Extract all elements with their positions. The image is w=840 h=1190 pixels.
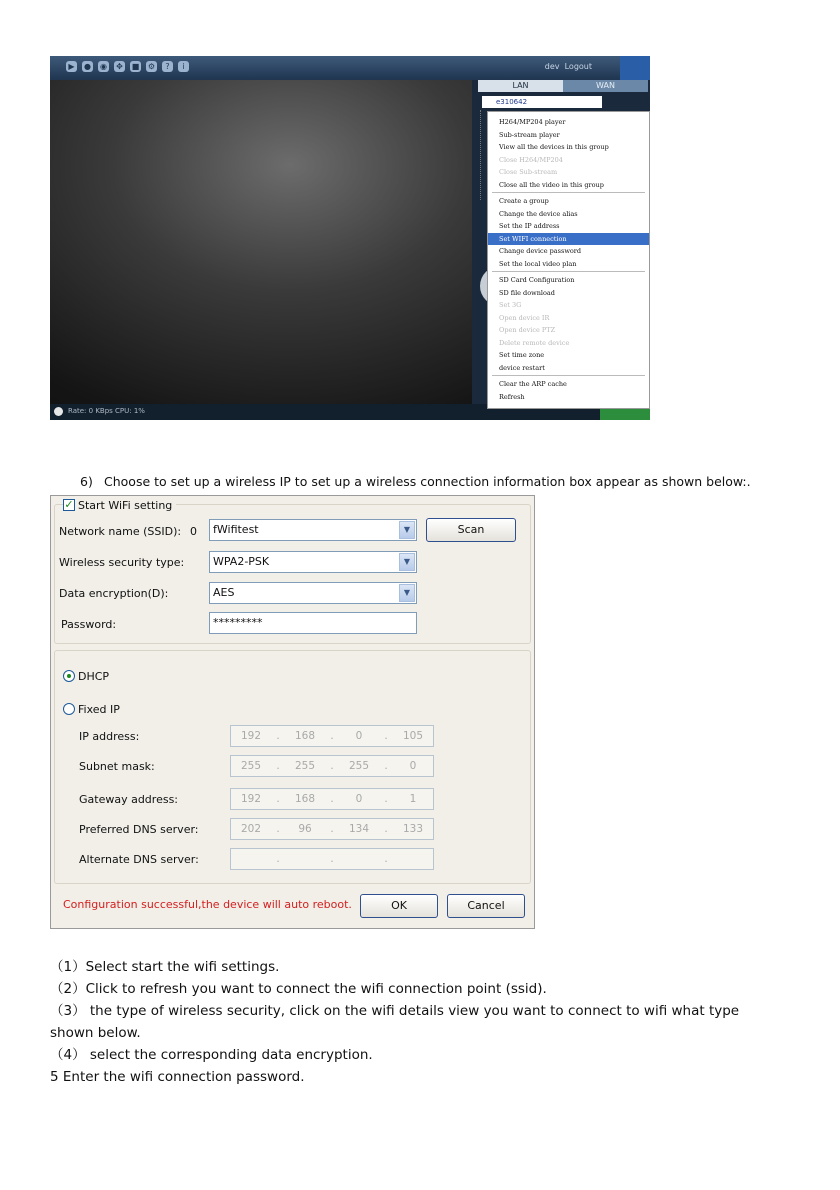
menu-item: Open device PTZ bbox=[499, 326, 556, 334]
play-icon[interactable]: ▶ bbox=[66, 61, 77, 72]
menu-item[interactable]: Set time zone bbox=[499, 351, 545, 359]
step-number: 6) bbox=[80, 474, 93, 489]
ip-octet[interactable]: 168 bbox=[294, 793, 316, 805]
device-tree-item[interactable]: e310642 bbox=[482, 96, 602, 108]
status-text: Rate: 0 KBps CPU: 1% bbox=[68, 407, 145, 415]
toolbar-icons bbox=[66, 61, 189, 72]
ip-dot: . bbox=[276, 730, 280, 742]
settings-icon[interactable]: ⚙ bbox=[147, 62, 156, 71]
tab-lan[interactable]: LAN bbox=[478, 80, 563, 92]
ip-octet[interactable]: 255 bbox=[294, 760, 316, 772]
fixed-ip-label: Fixed IP bbox=[78, 702, 120, 716]
ip-dot: . bbox=[384, 853, 388, 865]
ip-octet[interactable]: 105 bbox=[402, 730, 424, 742]
info-icon[interactable]: i bbox=[178, 61, 189, 72]
ip-octet[interactable]: 255 bbox=[348, 760, 370, 772]
start-wifi-row[interactable] bbox=[63, 497, 176, 513]
ip-octet[interactable]: 96 bbox=[298, 823, 312, 835]
ip-address-input[interactable] bbox=[230, 818, 434, 840]
tab-wan[interactable]: WAN bbox=[563, 80, 648, 92]
ip-octet[interactable]: 0 bbox=[355, 793, 363, 805]
logout-link[interactable]: Logout bbox=[564, 62, 592, 71]
instruction-list bbox=[50, 956, 780, 1088]
security-select[interactable] bbox=[209, 551, 417, 573]
menu-item[interactable]: Clear the ARP cache bbox=[499, 380, 567, 388]
instruction-4: （4） select the corresponding data encryption. bbox=[50, 1047, 373, 1063]
ip-dot: . bbox=[330, 793, 334, 805]
ip-dot: . bbox=[276, 793, 280, 805]
menu-item[interactable]: Set the IP address bbox=[499, 222, 560, 230]
dhcp-radio[interactable] bbox=[63, 670, 75, 682]
security-value: WPA2-PSK bbox=[213, 555, 270, 568]
step-text: Choose to set up a wireless IP to set up a wireless connection information box appear as shown below:. bbox=[104, 474, 751, 489]
ip-octet[interactable]: 0 bbox=[409, 760, 417, 772]
wifi-settings-dialog bbox=[50, 495, 535, 929]
security-label: Wireless security type: bbox=[59, 556, 185, 569]
menu-item[interactable]: Change device password bbox=[499, 247, 582, 255]
cancel-button[interactable]: Cancel bbox=[447, 894, 525, 918]
instruction-1: （1）Select start the wifi settings. bbox=[50, 959, 280, 975]
ip-dot: . bbox=[330, 730, 334, 742]
step-6-caption bbox=[80, 474, 751, 489]
record-icon[interactable]: ● bbox=[82, 61, 93, 72]
menu-separator bbox=[492, 192, 645, 193]
user-area bbox=[545, 62, 592, 71]
ip-dot: . bbox=[330, 853, 334, 865]
ip-address-input[interactable] bbox=[230, 725, 434, 747]
ip-field-label: Subnet mask: bbox=[79, 760, 155, 773]
ip-address-input[interactable] bbox=[230, 848, 434, 870]
ssid-value: fWifitest bbox=[213, 523, 259, 536]
password-input[interactable]: ********* bbox=[209, 612, 417, 634]
menu-separator bbox=[492, 271, 645, 272]
ip-field-label: Preferred DNS server: bbox=[79, 823, 199, 836]
fixed-ip-radio[interactable] bbox=[63, 703, 75, 715]
menu-separator bbox=[492, 375, 645, 376]
ip-dot: . bbox=[384, 823, 388, 835]
menu-item[interactable]: Set WIFI connection bbox=[488, 233, 649, 245]
menu-item[interactable]: Sub-stream player bbox=[499, 130, 560, 139]
password-label: Password: bbox=[61, 618, 117, 631]
ip-dot: . bbox=[330, 760, 334, 772]
network-tabs bbox=[478, 80, 648, 92]
menu-item: Delete remote device bbox=[499, 338, 570, 347]
snapshot-icon[interactable]: ◉ bbox=[98, 61, 109, 72]
ip-octet[interactable]: 134 bbox=[348, 823, 370, 835]
status-icon bbox=[54, 407, 63, 416]
ip-dot: . bbox=[384, 760, 388, 772]
menu-item: Close H264/MP204 bbox=[499, 155, 563, 164]
scan-button[interactable]: Scan bbox=[426, 518, 516, 542]
menu-item[interactable]: Create a group bbox=[499, 197, 549, 205]
menu-item[interactable]: SD file download bbox=[499, 288, 555, 297]
ip-address-input[interactable] bbox=[230, 788, 434, 810]
ip-octet[interactable]: 0 bbox=[355, 730, 363, 742]
status-message: Configuration successful,the device will auto reboot. bbox=[63, 898, 352, 911]
ssid-count: 0 bbox=[190, 525, 197, 538]
instruction-5: 5 Enter the wifi connection password. bbox=[50, 1069, 305, 1085]
ssid-label: Network name (SSID): bbox=[59, 525, 182, 538]
user-name: dev bbox=[544, 62, 560, 71]
ip-octet[interactable]: 133 bbox=[402, 823, 424, 835]
instruction-2: （2）Click to refresh you want to connect the wifi connection point (ssid). bbox=[50, 981, 547, 997]
dhcp-label: DHCP bbox=[78, 669, 110, 683]
ip-octet[interactable]: 192 bbox=[240, 793, 262, 805]
ip-dot: . bbox=[330, 823, 334, 835]
encryption-label: Data encryption(D): bbox=[59, 587, 169, 600]
help-icon[interactable]: ? bbox=[162, 61, 173, 72]
chevron-down-icon[interactable]: ▼ bbox=[399, 584, 415, 602]
fixed-ip-option[interactable] bbox=[63, 701, 120, 717]
menu-item[interactable]: device restart bbox=[499, 363, 545, 372]
instruction-3: （3） the type of wireless security, click on the wifi details view you want to connect to wifi what type shown below. bbox=[50, 1003, 740, 1041]
ptz-icon[interactable]: ✥ bbox=[114, 61, 125, 72]
ssid-select[interactable] bbox=[209, 519, 417, 541]
ip-octet[interactable]: 1 bbox=[409, 793, 417, 805]
menu-item[interactable]: Set the local video plan bbox=[499, 259, 577, 268]
panel-footer-strip bbox=[600, 409, 650, 420]
start-wifi-checkbox[interactable]: ✓ bbox=[64, 498, 74, 511]
ip-octet[interactable]: 202 bbox=[240, 823, 262, 835]
ip-dot: . bbox=[384, 793, 388, 805]
ip-address-input[interactable] bbox=[230, 755, 434, 777]
encryption-value: AES bbox=[213, 586, 235, 599]
menu-item[interactable]: H264/MP204 player bbox=[499, 118, 566, 126]
menu-item[interactable]: Change the device alias bbox=[499, 209, 578, 218]
lock-icon[interactable]: ■ bbox=[131, 62, 140, 71]
ip-field-label: Alternate DNS server: bbox=[79, 853, 199, 866]
ip-dot: . bbox=[384, 730, 388, 742]
ip-octet[interactable]: 168 bbox=[294, 730, 316, 742]
menu-item[interactable]: View all the devices in this group bbox=[499, 143, 609, 151]
menu-item[interactable]: Close all the video in this group bbox=[499, 180, 604, 189]
ok-button[interactable]: OK bbox=[360, 894, 438, 918]
dhcp-option[interactable] bbox=[63, 668, 109, 684]
client-toolbar bbox=[50, 56, 650, 80]
menu-item: Close Sub-stream bbox=[499, 168, 558, 176]
ip-field-label: IP address: bbox=[79, 730, 140, 743]
ip-octet[interactable]: 192 bbox=[240, 730, 262, 742]
menu-item[interactable]: Refresh bbox=[499, 392, 525, 401]
ip-dot: . bbox=[276, 853, 280, 865]
menu-item: Open device IR bbox=[499, 313, 550, 322]
ip-octet[interactable]: 255 bbox=[240, 760, 262, 772]
start-wifi-label: Start WiFi setting bbox=[78, 498, 173, 512]
ip-dot: . bbox=[276, 760, 280, 772]
menu-item: Set 3G bbox=[499, 301, 522, 309]
ip-field-label: Gateway address: bbox=[79, 793, 179, 806]
ip-dot: . bbox=[276, 823, 280, 835]
device-context-menu bbox=[487, 111, 650, 409]
chevron-down-icon[interactable]: ▼ bbox=[399, 553, 415, 571]
encryption-select[interactable] bbox=[209, 582, 417, 604]
chevron-down-icon[interactable]: ▼ bbox=[399, 521, 415, 539]
menu-item[interactable]: SD Card Configuration bbox=[499, 276, 575, 284]
